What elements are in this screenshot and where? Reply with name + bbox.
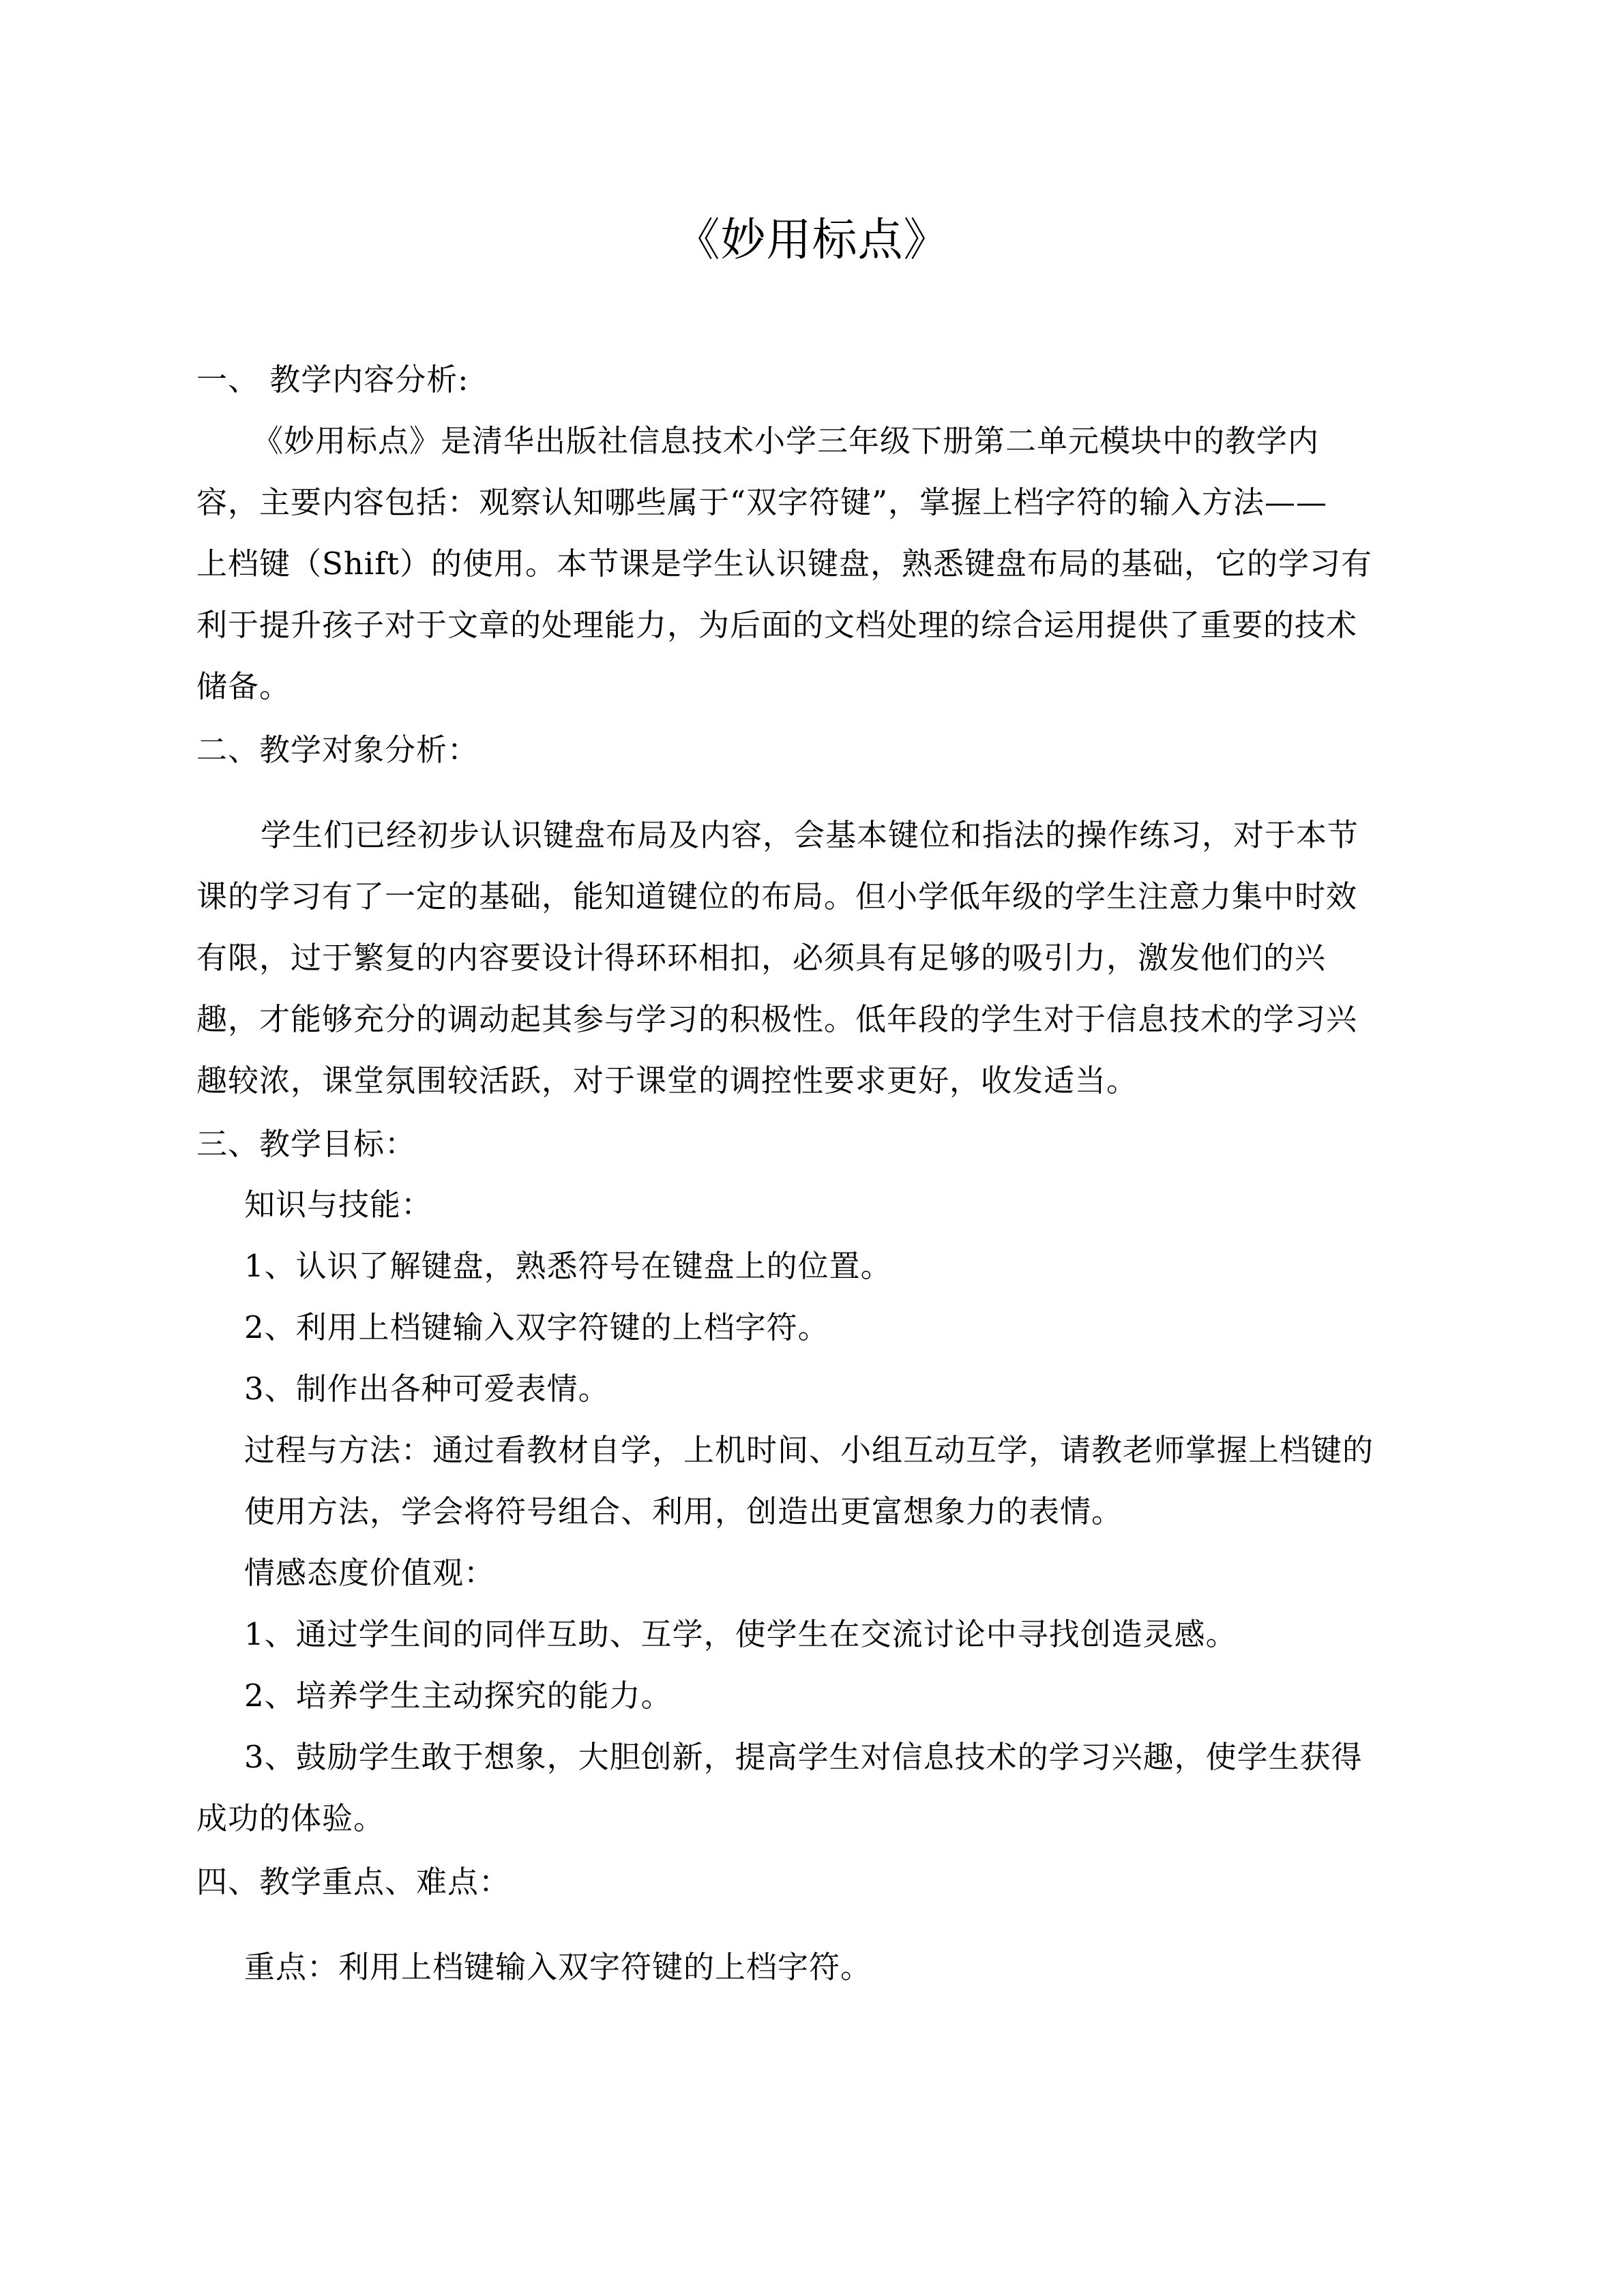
- list-item-continuation: 成功的体验。: [196, 1800, 385, 1836]
- knowledge-label: 知识与技能：: [244, 1187, 433, 1223]
- section-heading-content-analysis: 一、 教学内容分析:: [196, 361, 469, 398]
- section-heading-key-points: 四、教学重点、难点：: [196, 1864, 511, 1900]
- list-item: 2、利用上档键输入双字符键的上档字符。: [244, 1309, 829, 1345]
- paragraph-line: 趣，才能够充分的调动起其参与学习的积极性。低年段的学生对于信息技术的学习兴: [196, 1001, 1358, 1037]
- document-title: 《妙用标点》: [675, 213, 949, 266]
- process-line: 使用方法，学会将符号组合、利用，创造出更富想象力的表情。: [244, 1493, 1123, 1530]
- paragraph-line: 上档键（Shift）的使用。本节课是学生认识键盘，熟悉键盘布局的基础，它的学习有: [196, 546, 1372, 582]
- list-item: 1、通过学生间的同伴互助、互学，使学生在交流讨论中寻找创造灵感。: [244, 1616, 1237, 1652]
- paragraph-line: 《妙用标点》是清华出版社信息技术小学三年级下册第二单元模块中的教学内: [252, 423, 1320, 459]
- list-item: 1、认识了解键盘，熟悉符号在键盘上的位置。: [244, 1248, 892, 1284]
- paragraph-line: 趣较浓，课堂氛围较活跃，对于课堂的调控性要求更好，收发适当。: [196, 1062, 1138, 1099]
- paragraph-line: 课的学习有了一定的基础，能知道键位的布局。但小学低年级的学生注意力集中时效: [196, 878, 1358, 914]
- key-point-line: 重点：利用上档键输入双字符键的上档字符。: [244, 1949, 872, 1985]
- paragraph-line: 利于提升孩子对于文章的处理能力，为后面的文档处理的综合运用提供了重要的技术: [196, 607, 1358, 643]
- section-heading-teaching-goals: 三、教学目标：: [196, 1126, 417, 1162]
- emotion-label: 情感态度价值观：: [244, 1555, 496, 1591]
- paragraph-line: 容，主要内容包括：观察认知哪些属于“双字符键”，掌握上档字符的输入方法——: [196, 484, 1328, 520]
- list-item: 2、培养学生主动探究的能力。: [244, 1678, 673, 1714]
- list-item: 3、制作出各种可爱表情。: [244, 1371, 610, 1407]
- paragraph-line: 储备。: [196, 668, 291, 704]
- paragraph-line: 学生们已经初步认识键盘布局及内容，会基本键位和指法的操作练习，对于本节: [261, 817, 1359, 853]
- list-item: 3、鼓励学生敢于想象，大胆创新，提高学生对信息技术的学习兴趣，使学生获得: [244, 1739, 1363, 1775]
- paragraph-line: 有限，过于繁复的内容要设计得环环相扣，必须具有足够的吸引力，激发他们的兴: [196, 940, 1327, 976]
- section-heading-audience-analysis: 二、教学对象分析：: [196, 732, 479, 768]
- process-line: 过程与方法：通过看教材自学，上机时间、小组互动互学，请教老师掌握上档键的: [244, 1432, 1374, 1468]
